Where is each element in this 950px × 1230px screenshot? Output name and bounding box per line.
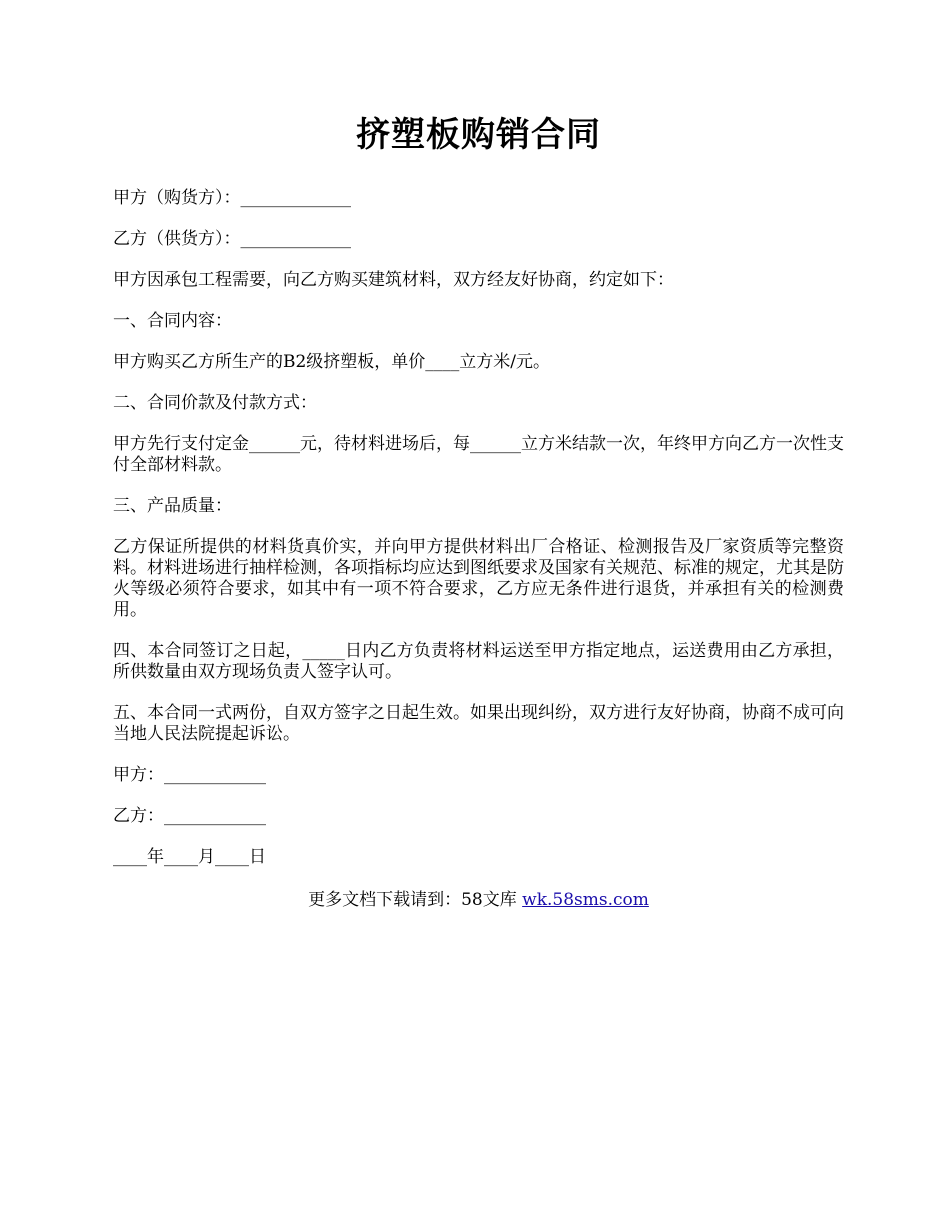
section-1-body: 甲方购买乙方所生产的B2级挤塑板，单价____立方米/元。 [113, 352, 551, 372]
section-2-body: 甲方先行支付定金______元，待材料进场后，每______立方米结款一次，年终甲方向乙方一次性支付全部材料款。 [113, 434, 844, 475]
date-line: ____年____月____日 [113, 847, 266, 867]
document-title: 挤塑板购销合同 [356, 115, 601, 155]
section-1-heading: 一、合同内容： [113, 311, 232, 331]
section-4-paragraph: 四、本合同签订之日起，_____日内乙方负责将材料运送至甲方指定地点，运送费用由乙方承担，所供数量由双方现场负责人签字认可。 [113, 641, 844, 682]
party-a-signature: 甲方：____________ [113, 765, 266, 785]
party-b-line: 乙方（供货方）：_____________ [113, 229, 351, 249]
intro-paragraph: 甲方因承包工程需要，向乙方购买建筑材料，双方经友好协商，约定如下： [113, 270, 674, 290]
footer-link[interactable]: wk.58sms.com [522, 890, 649, 910]
footer [113, 890, 844, 911]
section-2-heading: 二、合同价款及付款方式： [113, 393, 317, 413]
footer-text: 更多文档下载请到：58文库 [308, 890, 523, 910]
party-a-line: 甲方（购货方）：_____________ [113, 188, 351, 208]
section-3-body: 乙方保证所提供的材料货真价实，并向甲方提供材料出厂合格证、检测报告及厂家资质等完整资料。材料进场进行抽样检测，各项指标均应达到图纸要求及国家有关规范、标准的规定，尤其是防火等级必须符合要求，如其中有一项不符合要求，乙方应无条件进行退货，并承担有关的检测费用。 [113, 537, 844, 620]
section-3-heading: 三、产品质量： [113, 496, 232, 516]
party-b-signature: 乙方：____________ [113, 806, 266, 826]
section-5-paragraph: 五、本合同一式两份，自双方签字之日起生效。如果出现纠纷，双方进行友好协商，协商不成可向当地人民法院提起诉讼。 [113, 703, 844, 744]
